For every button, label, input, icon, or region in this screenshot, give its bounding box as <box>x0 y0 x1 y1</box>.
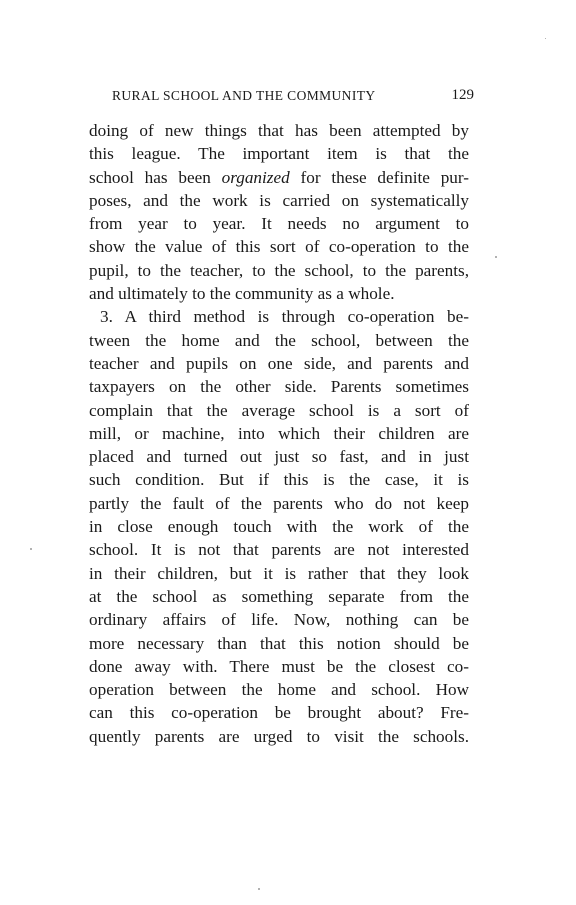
text-line: show the value of this sort of co-operation to the <box>89 237 469 257</box>
text-line: school has been organized for these definite pur- <box>89 167 469 187</box>
text-line: school. It is not that parents are not interested <box>89 540 469 560</box>
paragraph-start-line: 3. A third method is through co-operation be- <box>100 307 469 327</box>
running-head-title: RURAL SCHOOL AND THE COMMUNITY <box>112 88 376 103</box>
text-line: doing of new things that has been attempted by <box>89 121 469 140</box>
text-line: quently parents are urged to visit the schools. <box>89 726 469 746</box>
text-line: partly the fault of the parents who do not keep <box>89 493 469 513</box>
text-line: this league. The important item is that the <box>89 144 469 164</box>
emphasized-word: organized <box>221 167 290 187</box>
text-line: ordinary affairs of life. Now, nothing can be <box>89 610 469 630</box>
text-line: from year to year. It needs no argument to <box>89 214 469 234</box>
text-line: done away with. There must be the closest co- <box>89 656 469 676</box>
text-line: poses, and the work is carried on systematically <box>89 190 469 210</box>
text-line: can this co-operation be brought about? Fre- <box>89 703 469 723</box>
paper-speck <box>30 548 32 550</box>
text-line: pupil, to the teacher, to the school, to the parents, <box>89 260 469 280</box>
text-line: teacher and pupils on one side, and parents and <box>89 353 469 373</box>
text-line: tween the home and the school, between the <box>89 330 469 350</box>
text-line: placed and turned out just so fast, and in just <box>89 447 469 467</box>
paper-speck <box>545 38 546 39</box>
text-line: taxpayers on the other side. Parents sometimes <box>89 377 469 397</box>
text-line: in their children, but it is rather that they look <box>89 563 469 583</box>
body-text <box>89 119 469 748</box>
paper-speck <box>258 888 260 890</box>
text-line: more necessary than that this notion should be <box>89 633 469 653</box>
text-line: in close enough touch with the work of the <box>89 517 469 537</box>
paper-speck <box>495 256 497 258</box>
text-line: mill, or machine, into which their children are <box>89 423 469 443</box>
page-number: 129 <box>451 87 474 103</box>
text-line: complain that the average school is a sort of <box>89 400 469 420</box>
text-line: and ultimately to the community as a whole. <box>89 284 395 304</box>
text-line: at the school as something separate from the <box>89 586 469 606</box>
running-head <box>112 88 474 110</box>
text-line: such condition. But if this is the case, it is <box>89 470 469 490</box>
text-line: operation between the home and school. How <box>89 680 469 700</box>
